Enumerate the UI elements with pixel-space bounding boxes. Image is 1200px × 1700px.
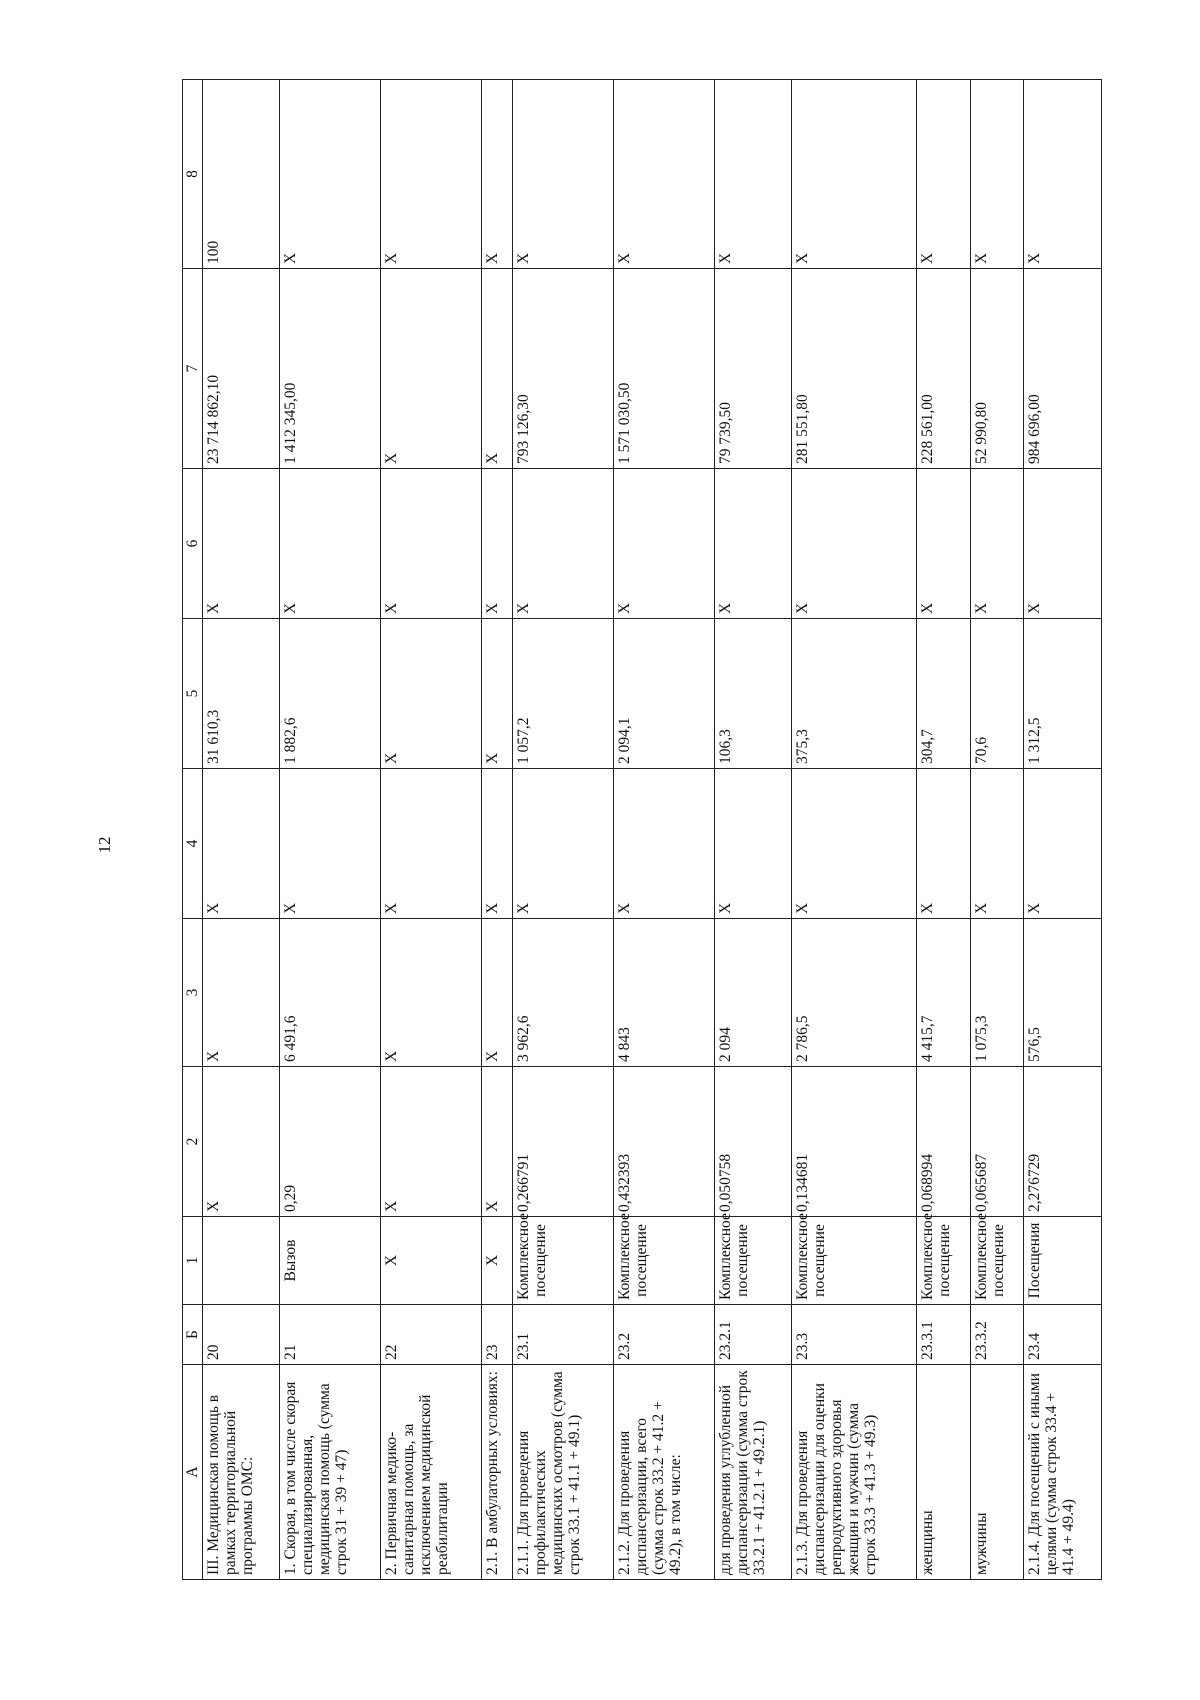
cell-col6: X	[512, 469, 613, 619]
medical-care-table	[182, 79, 1102, 1580]
cell-col2: 0,065687	[970, 1067, 1024, 1217]
cell-col4: X	[1024, 769, 1102, 919]
cell-col3: 2 786,5	[792, 919, 916, 1067]
cell-col5: 375,3	[792, 619, 916, 769]
cell-col7: 228 561,00	[916, 269, 970, 469]
cell-col6: X	[203, 469, 280, 619]
cell-col6: X	[916, 469, 970, 619]
header-row	[183, 80, 203, 1580]
cell-col5: 1 312,5	[1024, 619, 1102, 769]
cell-col6: X	[970, 469, 1024, 619]
cell-col2: X	[381, 1067, 482, 1217]
cell-col6: X	[280, 469, 381, 619]
column-header: 8	[183, 80, 203, 269]
cell-row-number: 23.3.1	[916, 1305, 970, 1365]
cell-col4: X	[916, 769, 970, 919]
cell-col3: 1 075,3	[970, 919, 1024, 1067]
cell-row-number: 23	[482, 1305, 512, 1365]
cell-row-number: 23.1	[512, 1305, 613, 1365]
cell-row-number: 22	[381, 1305, 482, 1365]
cell-col7: 79 739,50	[714, 269, 791, 469]
cell-col6: X	[613, 469, 714, 619]
cell-row-number: 20	[203, 1305, 280, 1365]
table-row	[792, 80, 916, 1580]
cell-col7: X	[482, 269, 512, 469]
cell-col8: X	[613, 80, 714, 269]
cell-col6: X	[381, 469, 482, 619]
cell-col4: X	[512, 769, 613, 919]
cell-col8: X	[916, 80, 970, 269]
cell-col6: X	[792, 469, 916, 619]
cell-col2: 2,276729	[1024, 1067, 1102, 1217]
table-row	[714, 80, 791, 1580]
cell-col5: 2 094,1	[613, 619, 714, 769]
cell-col3: X	[381, 919, 482, 1067]
cell-col8: X	[280, 80, 381, 269]
cell-col8: X	[1024, 80, 1102, 269]
cell-col8: X	[482, 80, 512, 269]
cell-description: 2.1.4. Для посещений с иными целями (сумма строк 33.4 + 41.4 + 49.4)	[1024, 1365, 1102, 1580]
column-header: 6	[183, 469, 203, 619]
column-header: 4	[183, 769, 203, 919]
cell-col4: X	[792, 769, 916, 919]
cell-col8: X	[512, 80, 613, 269]
cell-col3: X	[482, 919, 512, 1067]
cell-col3: 3 962,6	[512, 919, 613, 1067]
column-header: 7	[183, 269, 203, 469]
table-row	[970, 80, 1024, 1580]
cell-col5: 304,7	[916, 619, 970, 769]
cell-unit: X	[482, 1217, 512, 1305]
cell-col5: X	[482, 619, 512, 769]
cell-col4: X	[714, 769, 791, 919]
cell-unit: Комплексное посещение	[792, 1217, 916, 1305]
cell-col3: X	[203, 919, 280, 1067]
cell-col4: X	[482, 769, 512, 919]
cell-row-number: 23.4	[1024, 1305, 1102, 1365]
cell-col4: X	[381, 769, 482, 919]
cell-unit	[203, 1217, 280, 1305]
cell-col3: 2 094	[714, 919, 791, 1067]
cell-row-number: 23.3.2	[970, 1305, 1024, 1365]
cell-col4: X	[203, 769, 280, 919]
cell-col4: X	[280, 769, 381, 919]
table-row	[482, 80, 512, 1580]
cell-description: 2.1.3. Для проведения диспансеризации для оценки репродуктивного здоровья женщин и мужчин (сумма строк 33.3 + 41.3 + 49.3)	[792, 1365, 916, 1580]
column-header: 1	[183, 1217, 203, 1305]
cell-col7: 281 551,80	[792, 269, 916, 469]
cell-col7: 1 412 345,00	[280, 269, 381, 469]
table-body	[203, 80, 1102, 1580]
cell-col3: 576,5	[1024, 919, 1102, 1067]
cell-col6: X	[714, 469, 791, 619]
cell-col4: X	[970, 769, 1024, 919]
cell-description: 2.1. В амбулаторных условиях:	[482, 1365, 512, 1580]
cell-col2: 0,29	[280, 1067, 381, 1217]
cell-col8: X	[792, 80, 916, 269]
cell-unit: Комплексное посещение	[916, 1217, 970, 1305]
table-row	[613, 80, 714, 1580]
column-header: 2	[183, 1067, 203, 1217]
cell-row-number: 23.2.1	[714, 1305, 791, 1365]
cell-col5: 31 610,3	[203, 619, 280, 769]
cell-col7: 984 696,00	[1024, 269, 1102, 469]
cell-unit: Комплексное посещение	[512, 1217, 613, 1305]
cell-description: 1. Скорая, в том числе скорая специализированная, медицинская помощь (сумма строк 31 + 39 + 47)	[280, 1365, 381, 1580]
cell-description: 2.1.2. Для проведения диспансеризации, всего (сумма строк 33.2 + 41.2 + 49.2), в том числе:	[613, 1365, 714, 1580]
table-row	[381, 80, 482, 1580]
cell-col5: 70,6	[970, 619, 1024, 769]
cell-col8: X	[970, 80, 1024, 269]
cell-unit: Комплексное посещение	[970, 1217, 1024, 1305]
column-header: 3	[183, 919, 203, 1067]
cell-col8: 100	[203, 80, 280, 269]
cell-col2: 0,134681	[792, 1067, 916, 1217]
cell-col2: X	[482, 1067, 512, 1217]
cell-row-number: 21	[280, 1305, 381, 1365]
cell-col3: 6 491,6	[280, 919, 381, 1067]
cell-col7: 52 990,80	[970, 269, 1024, 469]
table-row	[203, 80, 280, 1580]
cell-col5: X	[381, 619, 482, 769]
cell-description: III. Медицинская помощь в рамках территориальной программы ОМС:	[203, 1365, 280, 1580]
cell-description: для проведения углубленной диспансеризации (сумма строк 33.2.1 + 41.2.1 + 49.2.1)	[714, 1365, 791, 1580]
table-row	[512, 80, 613, 1580]
column-header: Б	[183, 1305, 203, 1365]
cell-row-number: 23.2	[613, 1305, 714, 1365]
cell-col2: 0,050758	[714, 1067, 791, 1217]
cell-col4: X	[613, 769, 714, 919]
cell-col2: 0,432393	[613, 1067, 714, 1217]
cell-unit: Вызов	[280, 1217, 381, 1305]
cell-unit: Комплексное посещение	[714, 1217, 791, 1305]
table-row	[280, 80, 381, 1580]
cell-col7: 1 571 030,50	[613, 269, 714, 469]
cell-description: 2. Первичная медико-санитарная помощь, за исключением медицинской реабилитации	[381, 1365, 482, 1580]
cell-col7: 793 126,30	[512, 269, 613, 469]
column-header: 5	[183, 619, 203, 769]
cell-col6: X	[482, 469, 512, 619]
cell-col6: X	[1024, 469, 1102, 619]
cell-col3: 4 843	[613, 919, 714, 1067]
cell-col5: 1 057,2	[512, 619, 613, 769]
cell-unit: X	[381, 1217, 482, 1305]
cell-col2: 0,068994	[916, 1067, 970, 1217]
cell-unit: Комплексное посещение	[613, 1217, 714, 1305]
rotated-table-container	[182, 80, 1102, 1580]
cell-description: мужчины	[970, 1365, 1024, 1580]
cell-col2: X	[203, 1067, 280, 1217]
cell-col5: 106,3	[714, 619, 791, 769]
cell-unit: Посещения	[1024, 1217, 1102, 1305]
page-number: 12	[95, 836, 114, 854]
cell-description: 2.1.1. Для проведения профилактических медицинских осмотров (сумма строк 33.1 + 41.1 + 49.1)	[512, 1365, 613, 1580]
cell-col2: 0,266791	[512, 1067, 613, 1217]
cell-description: женщины	[916, 1365, 970, 1580]
cell-col8: X	[381, 80, 482, 269]
table-row	[1024, 80, 1102, 1580]
cell-col3: 4 415,7	[916, 919, 970, 1067]
table-row	[916, 80, 970, 1580]
cell-row-number: 23.3	[792, 1305, 916, 1365]
column-header: А	[183, 1365, 203, 1580]
cell-col5: 1 882,6	[280, 619, 381, 769]
cell-col8: X	[714, 80, 791, 269]
cell-col7: 23 714 862,10	[203, 269, 280, 469]
cell-col7: X	[381, 269, 482, 469]
